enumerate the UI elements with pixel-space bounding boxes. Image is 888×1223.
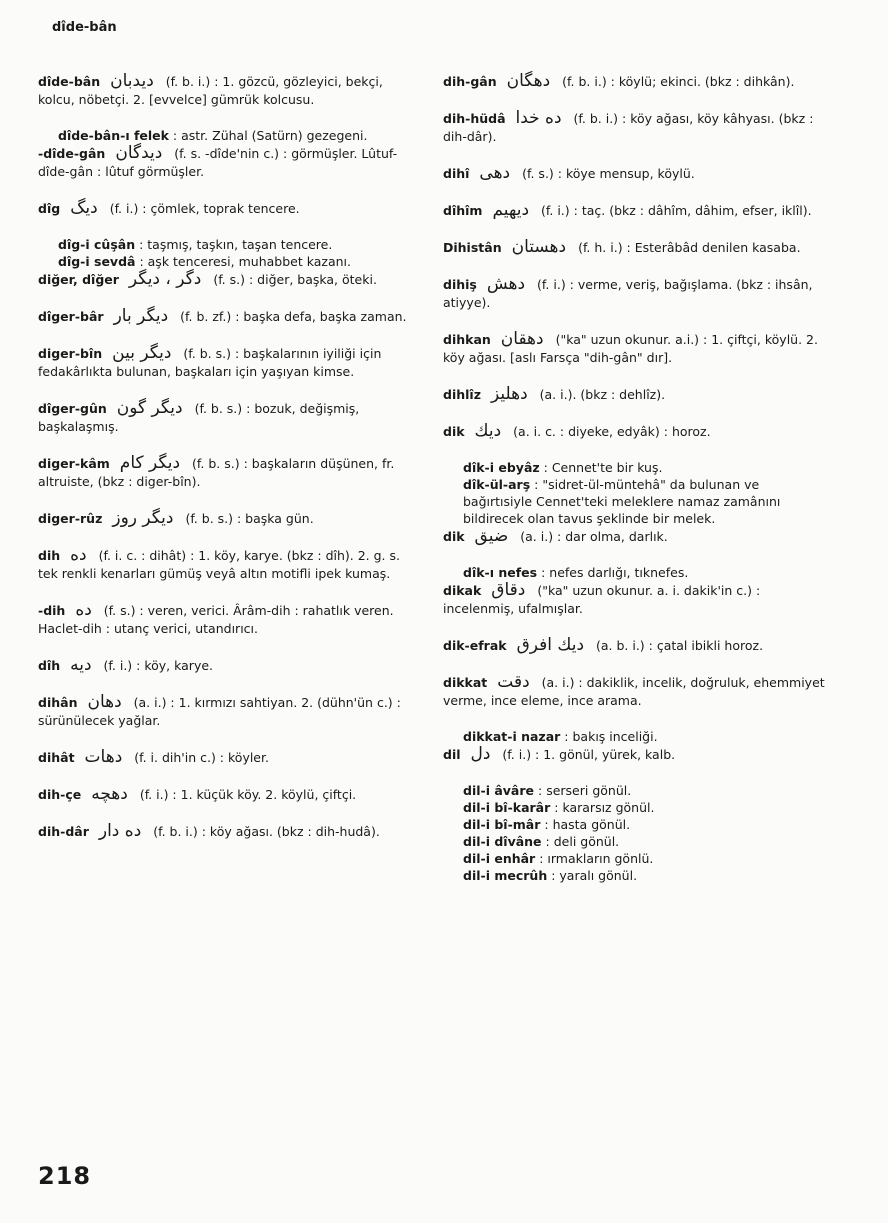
entry-grammar: (f. i.) : [135,787,181,802]
entry-headword: -dih [38,603,66,618]
sub-entry [443,833,828,850]
entry-headword: dil-i dîvâne [463,834,542,849]
entry-definition: Zühal (Satürn) gezegeni. [212,128,368,143]
entry-grammar: : [550,800,563,815]
dictionary-entry [38,399,420,436]
arabic-script: دل [470,744,491,764]
entry-definition: köy ağası. (bkz : dih-hudâ). [209,824,380,839]
entry-grammar: (f. i.) : [99,658,145,673]
entry-definition: Cennet'te bir kuş. [551,460,663,475]
entry-definition: "sidret-ül-müntehâ" da bulunan ve bağırtısiyle Cennet'teki meleklere namaz zamânını bildirecek olan tavus şeklinde bir melek. [463,477,781,526]
sub-entry [443,564,828,581]
entry-headword: dîg-i sevdâ [58,254,136,269]
entry-grammar: : [547,868,560,883]
entry-definition: köy, karye. [144,658,214,673]
arabic-script: دهقان [500,329,544,349]
entry-definition: 1. kırmızı sahtiyan. 2. (dühn'ün c.) : sürünülecek yağlar. [38,695,401,728]
entry-definition: görmüşler. Lûtuf-dîde-gân : lûtuf görmüşler. [38,146,398,179]
dictionary-entry [38,270,420,289]
entry-definition: diğer, başka, öteki. [257,272,377,287]
arabic-script: ضیق [474,526,509,546]
entry-headword: dihân [38,695,78,710]
entry-definition: dar olma, darlık. [565,529,668,544]
sub-entry [443,867,828,884]
entry-headword: dîger-gûn [38,401,107,416]
entry-headword: dihkan [443,332,491,347]
entry-definition: bakış inceliği. [572,729,658,744]
dictionary-entry [38,344,420,381]
entry-headword: dil-i mecrûh [463,868,548,883]
dictionary-entry [443,330,828,367]
entry-grammar: : [537,565,550,580]
entry-grammar: (f. b. zf.) : [176,309,244,324]
entry-grammar: : [135,237,148,252]
sub-entry [443,782,828,799]
entry-grammar: (f. b. s.) : [188,456,252,471]
dictionary-entry [38,72,420,109]
entry-definition: kararsız gönül. [562,800,655,815]
dictionary-entry [443,422,828,441]
sub-entry [38,127,420,144]
entry-headword: dil-i bî-karâr [463,800,551,815]
entry-grammar: (f. i.) : [498,747,544,762]
entry-definition: 1. gönül, yürek, kalb. [543,747,676,762]
entry-headword: dil-i bî-mâr [463,817,541,832]
entry-definition: başka gün. [245,511,314,526]
sub-entry [38,236,420,253]
dictionary-entry [443,238,828,257]
dictionary-entry [443,109,828,146]
arabic-script: دیك افرق [516,635,585,655]
entry-definition: taç. (bkz : dâhîm, dâhim, efser, iklîl). [581,203,812,218]
arabic-script: دهگان [506,71,551,91]
entry-grammar: (f. b. i.) : [569,111,631,126]
entry-definition: veren, verici. Ârâm-dih : rahatlık veren. Haclet-dih : utanç verici, utandırıcı. [38,603,394,636]
entry-definition: çömlek, toprak tencere. [150,201,300,216]
dictionary-entry [38,822,420,841]
dictionary-entry [38,144,420,181]
arabic-script: دیدبان [110,71,154,91]
entry-headword: diger-kâm [38,456,110,471]
entry-definition: verme, veriş, bağışlama. (bkz : ihsân, atiyye). [443,277,813,310]
entry-headword: diger-bîn [38,346,103,361]
entry-headword: dikkat [443,675,488,690]
entry-grammar: (f. i.) : [537,203,582,218]
dictionary-entry [443,72,828,91]
entry-headword: diger-rûz [38,511,103,526]
entry-headword: dil-i enhâr [463,851,536,866]
arabic-script: دهش [486,274,526,294]
dictionary-entry [38,656,420,675]
entry-definition: köyler. [228,750,269,765]
entry-headword: Dihistân [443,240,502,255]
entry-headword: dil-i âvâre [463,783,535,798]
entry-grammar: (a. i. c. : diyeke, edyâk) : [509,424,672,439]
entry-headword: dihiş [443,277,477,292]
entry-grammar: (f. b. s.) : [181,511,246,526]
entry-grammar: : [539,460,552,475]
entry-definition: serseri gönül. [546,783,632,798]
sub-entry [443,728,828,745]
arabic-script: دیگ [70,198,98,218]
entry-grammar: : astr. [168,128,213,143]
entry-headword: dikkat-i nazar [463,729,561,744]
entry-grammar: (f. b. s.) : [179,346,244,361]
entry-headword: dîde-bân-ı felek [58,128,169,143]
entry-definition: hasta gönül. [552,817,631,832]
entry-grammar: (f. s. -dîde'nin c.) : [170,146,292,161]
arabic-script: دهستان [511,237,567,257]
entry-grammar: (f. s.) : [518,166,566,181]
dictionary-entry [38,454,420,491]
entry-grammar: : [135,254,148,269]
entry-definition: yaralı gönül. [559,868,638,883]
entry-grammar: : [541,834,554,849]
entry-headword: dîger-bâr [38,309,104,324]
entry-headword: dîk-i ebyâz [463,460,540,475]
entry-headword: dik [443,529,465,544]
entry-definition: köy ağası, köy kâhyası. (bkz : dih-dâr). [443,111,814,144]
entry-definition: çatal ibikli horoz. [656,638,764,653]
arabic-script: دیهیم [492,200,530,220]
entry-definition: 1. köy, karye. (bkz : dîh). 2. g. s. tek renkli kenarları gümüş veyâ altın motifli ipek kumaş. [38,548,400,581]
sub-entry [443,850,828,867]
arabic-script: ده خدا [515,108,562,128]
entry-definition: nefes darlığı, tıknefes. [549,565,689,580]
dictionary-entry [38,307,420,326]
arabic-script: دیگر کام [119,453,181,473]
entry-definition: incelenmiş, ufalmışlar. [443,601,583,616]
entry-definition: deli gönül. [553,834,620,849]
entry-definition: 1. çiftçi, köylü. 2. köy ağası. [aslı Farsça "dih-gân" dır]. [443,332,818,365]
entry-grammar: (a. b. i.) : [592,638,657,653]
entry-headword: dîg-i cûşân [58,237,136,252]
sub-entry [443,799,828,816]
entry-definition: başka defa, başka zaman. [243,309,407,324]
entry-grammar: (f. b. i.) : [149,824,210,839]
entry-headword: dîk-ül-arş [463,477,531,492]
dictionary-entry [443,275,828,312]
entry-headword: dih [38,548,61,563]
entry-grammar: (a. i.). [535,387,581,402]
dictionary-entry [38,748,420,767]
dictionary-entry [38,509,420,528]
entry-grammar: (f. i. c. : dihât) : [94,548,199,563]
entry-definition: 1. gözcü, gözleyici, bekçi, kolcu, nöbetçi. 2. [evvelce] gümrük kolcusu. [38,74,383,107]
entry-grammar: (a. i.) : [129,695,179,710]
entry-definition: köylü; ekinci. (bkz : dihkân). [618,74,795,89]
sub-entry [38,253,420,270]
entry-definition: başkaların düşünen, fr. altruiste, (bkz : diger-bîn). [38,456,395,489]
arabic-script: دیگر بار [113,306,169,326]
arabic-script: دهلیز [490,384,528,404]
entry-grammar: : [534,783,547,798]
entry-headword: dihât [38,750,75,765]
arabic-script: دیگر بین [112,343,172,363]
dictionary-entry [443,581,828,618]
arabic-script: ده دار [98,821,142,841]
dictionary-entry [443,527,828,546]
dictionary-entry [443,385,828,404]
arabic-script: ده [75,600,92,620]
entry-grammar: (f. s.) : [209,272,258,287]
entry-headword: dih-çe [38,787,82,802]
dictionary-entry [443,636,828,655]
entry-grammar: (a. i.) : [516,529,566,544]
entry-grammar: ("ka" uzun okunur. a.i.) : [551,332,712,347]
entry-grammar: : [540,817,553,832]
entry-definition: bozuk, değişmiş, başkalaşmış. [38,401,360,434]
entry-headword: dîde-bân [38,74,101,89]
entry-headword: dîg [38,201,61,216]
entry-headword: dihî [443,166,470,181]
arabic-script: دیگر گون [116,398,183,418]
entry-headword: dîh [38,658,61,673]
arabic-script: دیدگان [115,143,163,163]
entry-headword: dil [443,747,461,762]
dictionary-entry [443,201,828,220]
entry-definition: ırmakların gönlü. [547,851,654,866]
entry-grammar: : [530,477,543,492]
entry-grammar: : [535,851,548,866]
entry-headword: dîk-ı nefes [463,565,538,580]
entry-definition: aşk tenceresi, muhabbet kazanı. [147,254,351,269]
entry-grammar: ("ka" uzun okunur. a. i. dakik'in c.) : [533,583,761,598]
entry-headword: dih-dâr [38,824,89,839]
arabic-script: دقت [497,672,530,692]
arabic-script: دهان [87,692,122,712]
sub-entry [443,476,828,527]
sub-entry [443,816,828,833]
sub-entry [443,459,828,476]
dictionary-entry [443,745,828,764]
entry-headword: dik [443,424,465,439]
entry-headword: diğer, dîğer [38,272,119,287]
arabic-script: دگر ، دیگر [128,269,202,289]
entry-grammar: (f. i.) : [105,201,151,216]
arabic-script: دیك [474,421,502,441]
arabic-script: دهچه [91,784,128,804]
entry-grammar: (f. h. i.) : [574,240,635,255]
entry-grammar: (a. i.) : [537,675,587,690]
page-number: 218 [38,1162,92,1190]
entry-definition: (bkz : dehlîz). [580,387,666,402]
entry-definition: başkalarının iyiliği için fedakârlıkta bulunan, başkaları için yaşıyan kimse. [38,346,382,379]
dictionary-entry [38,785,420,804]
entry-grammar: (f. b. s.) : [190,401,255,416]
entry-definition: horoz. [671,424,711,439]
entry-grammar: (f. s.) : [99,603,148,618]
right-column [443,72,828,884]
dictionary-entry [443,673,828,710]
entry-grammar: (f. i.) : [533,277,578,292]
entry-headword: dîhîm [443,203,483,218]
dictionary-entry [38,601,420,638]
entry-definition: Esterâbâd denilen kasaba. [634,240,801,255]
entry-headword: dik-efrak [443,638,507,653]
arabic-script: دهات [84,747,123,767]
entry-headword: dih-hüdâ [443,111,506,126]
arabic-script: دهی [479,163,511,183]
arabic-script: دیه [70,655,92,675]
entry-headword: dihlîz [443,387,481,402]
dictionary-entry [38,693,420,730]
page-header: dîde-bân [52,20,117,35]
entry-headword: dikak [443,583,482,598]
entry-definition: köye mensup, köylü. [565,166,695,181]
entry-definition: 1. küçük köy. 2. köylü, çiftçi. [180,787,357,802]
arabic-script: ده [70,545,87,565]
entry-grammar: : [560,729,573,744]
left-column [38,72,420,859]
dictionary-entry [38,199,420,218]
entry-headword: -dîde-gân [38,146,106,161]
dictionary-entry [443,164,828,183]
entry-grammar: (f. b. i.) : [161,74,223,89]
entry-definition: dakiklik, incelik, doğruluk, ehemmiyet verme, ince eleme, ince arama. [443,675,825,708]
entry-definition: taşmış, taşkın, taşan tencere. [147,237,333,252]
entry-grammar: (f. i. dih'in c.) : [130,750,228,765]
dictionary-entry [38,546,420,583]
arabic-script: دقاق [491,580,526,600]
entry-grammar: (f. b. i.) : [558,74,619,89]
entry-headword: dih-gân [443,74,497,89]
arabic-script: دیگر روز [112,508,174,528]
